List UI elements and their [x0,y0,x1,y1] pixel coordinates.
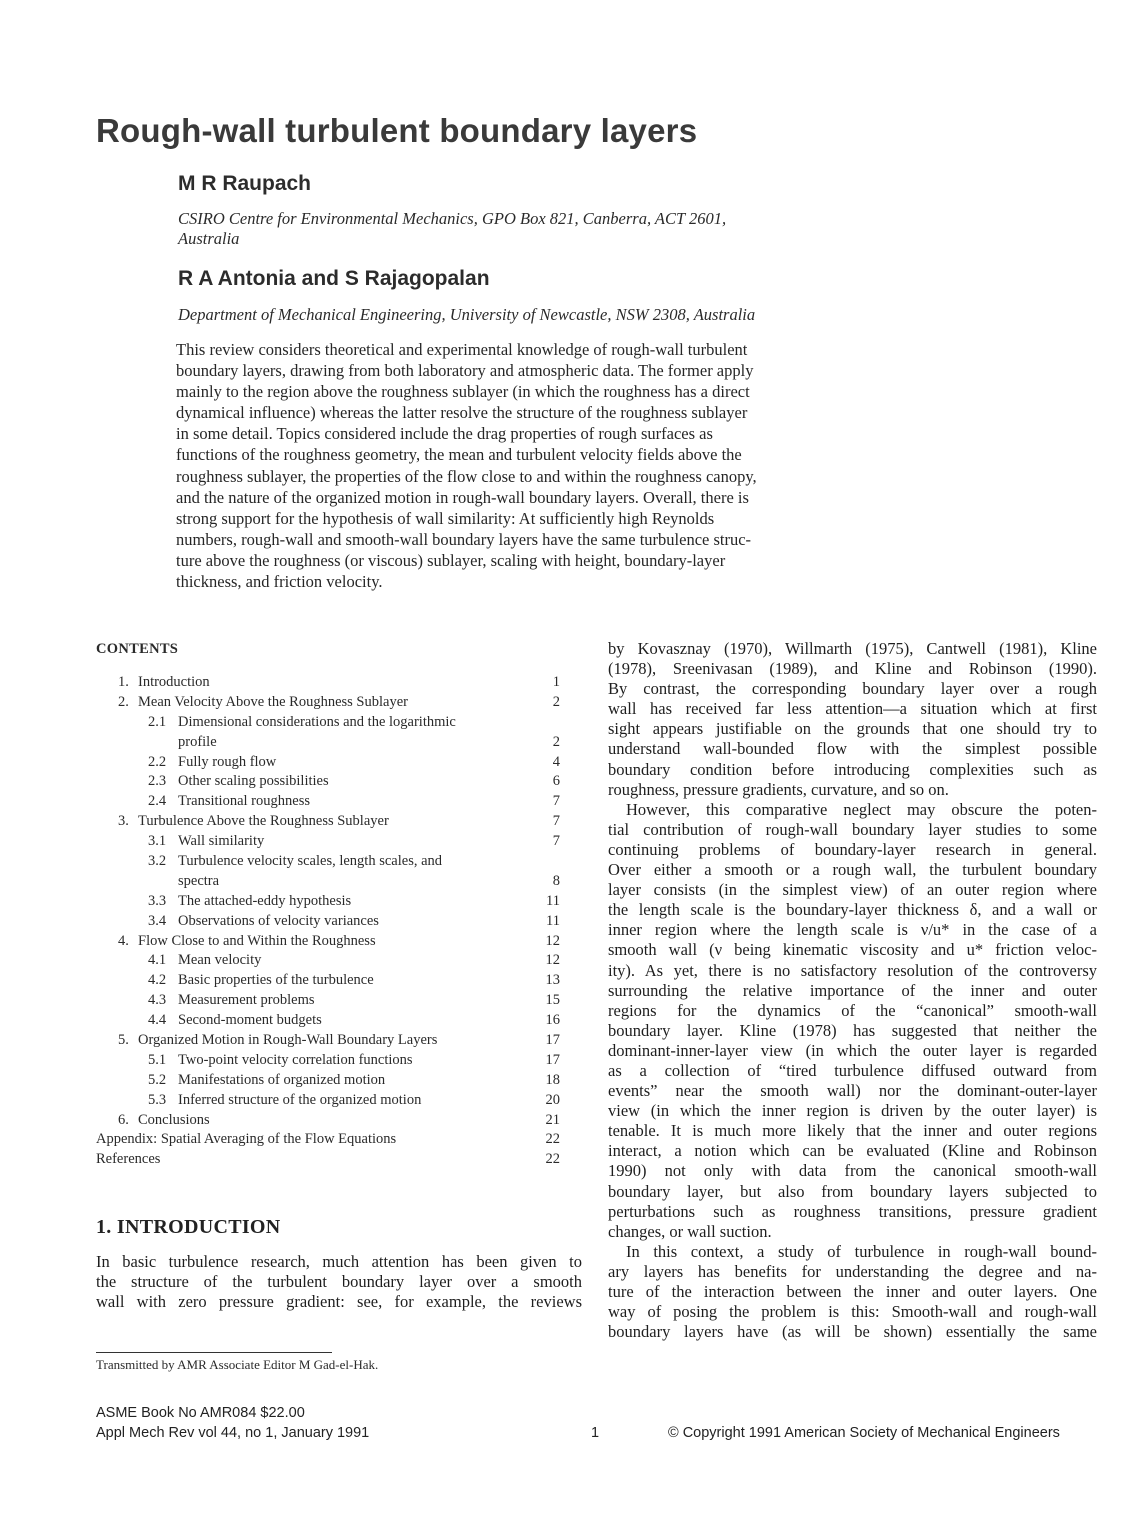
table-of-contents [96,673,560,1170]
toc-entry-number: 5. [118,1032,129,1049]
body-line: events” near the smooth wall) nor the dominant-outer-layer [608,1081,1097,1101]
body-line: However, this comparative neglect may obscure the poten- [626,799,1097,819]
toc-entry-page: 1 [552,674,560,690]
toc-entry-label: Mean velocity [178,952,262,969]
toc-entry-label: Manifestations of organized motion [178,1071,386,1088]
toc-entry[interactable] [96,772,560,792]
toc-entry[interactable] [96,892,560,912]
toc-entry-number: 3.4 [148,912,167,929]
abstract-line: functions of the roughness geometry, the mean and turbulent velocity fields above the [176,445,742,465]
toc-entry-page: 22 [545,1151,560,1168]
toc-entry-label: Transitional roughness [178,793,310,810]
body-line: boundary condition before introducing complexities such as [608,759,1097,779]
body-line: changes, or wall suction. [608,1221,772,1241]
body-line: by Kovasznay (1970), Willmarth (1975), Cantwell (1981), Kline [608,639,1097,658]
body-line: boundary layer, but also from boundary layers subjected to [608,1181,1097,1201]
toc-entry-page: 17 [545,1051,560,1068]
toc-entry-label: Conclusions [138,1111,210,1128]
abstract-line: mainly to the region above the roughness sublayer (in which the roughness has a direct [176,382,750,402]
toc-entry[interactable] [96,1130,560,1150]
footer-book-number: ASME Book No AMR084 $22.00 [96,1405,305,1421]
toc-entry-number: 4.2 [148,972,167,989]
abstract-line: and the nature of the organized motion in rough-wall boundary layers. Overall, there is [176,487,749,507]
toc-entry-label: Inferred structure of the organized motion [178,1091,422,1108]
abstract-line: in some detail. Topics considered include the drag properties of rough surfaces as [176,424,713,444]
body-line: the structure of the turbulent boundary layer over a smooth [96,1272,582,1292]
toc-entry-number: 2.3 [148,773,167,790]
toc-entry[interactable] [96,832,560,852]
toc-entry[interactable] [96,693,560,713]
body-line: way of posing the problem is this: Smooth-wall and rough-wall [608,1302,1097,1322]
toc-entry-label: Wall similarity [178,833,265,850]
toc-entry[interactable] [96,1150,560,1170]
paper-title: Rough-wall turbulent boundary layers [96,112,698,149]
body-line: ity). As yet, there is no satisfactory resolution of the controversy [608,960,1097,980]
body-line: continuing problems of boundary-layer research in general. [608,839,1097,859]
toc-entry-label: profile [178,733,217,750]
toc-entry-number: 2.1 [148,713,167,730]
body-line: roughness, pressure gradients, curvature, and so on. [608,779,949,799]
toc-entry-page: 16 [545,1012,560,1029]
footer-journal-citation: Appl Mech Rev vol 44, no 1, January 1991 [96,1425,370,1441]
introduction-left-column [96,1252,582,1312]
toc-entry-number: 5.1 [148,1051,167,1068]
body-line: boundary layers have (as will be shown) essentially the same [608,1322,1097,1342]
body-line: tial contribution of rough-wall boundary layer studies to some [608,819,1097,839]
author-raupach: M R Raupach [178,172,312,195]
toc-entry-label: Introduction [138,674,210,690]
toc-entry-label: Organized Motion in Rough-Wall Boundary Layers [138,1032,438,1049]
abstract-line: numbers, rough-wall and smooth-wall boundary layers have the same turbulence struc- [176,529,752,549]
abstract-line: ture above the roughness (or viscous) sublayer, scaling with height, boundary-layer [176,550,726,570]
body-line: the length scale is the boundary-layer thickness δ, and a wall or [608,900,1097,920]
affiliation-line: Department of Mechanical Engineering, University of Newcastle, NSW 2308, Australia [178,305,756,324]
toc-entry-label: Two-point velocity correlation functions [178,1051,413,1068]
affiliation-csiro [178,209,898,249]
affiliation-line: Australia [178,229,240,248]
toc-entry[interactable] [96,852,560,872]
body-line: (1978), Sreenivasan (1989), and Kline and Robinson (1990). [608,659,1097,679]
body-line: regions for the dynamics of the “canonical” smooth-wall [608,1000,1097,1020]
toc-entry-label: Other scaling possibilities [178,773,329,790]
toc-entry-number: 3.1 [148,833,167,850]
toc-entry[interactable] [96,1011,560,1031]
page-number: 1 [591,1425,600,1441]
toc-entry-number: 4.1 [148,952,167,969]
body-line: boundary layer. Kline (1978) has suggested that neither the [608,1020,1097,1040]
toc-entry-label: References [96,1151,161,1168]
abstract-line: strong support for the hypothesis of wall similarity: At sufficiently high Reynolds [176,508,715,528]
toc-entry-label: Appendix: Spatial Averaging of the Flow Equations [96,1131,397,1148]
body-line: smooth wall (ν being kinematic viscosity and u* friction veloc- [608,940,1097,960]
toc-entry[interactable] [96,1051,560,1071]
contents-heading: CONTENTS [96,641,179,657]
toc-entry-label: Observations of velocity variances [178,912,379,929]
toc-entry-page: 17 [545,1032,560,1049]
toc-entry-number: 2.2 [148,753,167,770]
section-heading-introduction: 1. INTRODUCTION [96,1216,281,1238]
toc-entry-number: 4.4 [148,1012,167,1029]
footnote-divider [96,1352,332,1353]
body-line: wall with zero pressure gradient: see, for example, the reviews [96,1292,582,1312]
toc-entry[interactable] [96,1031,560,1051]
toc-entry-label: Dimensional considerations and the logarithmic [178,713,456,730]
toc-entry-page: 15 [545,992,560,1009]
toc-entry-number: 3. [118,813,129,830]
toc-entry-page: 8 [552,872,560,889]
affiliation-line: CSIRO Centre for Environmental Mechanics, GPO Box 821, Canberra, ACT 2601, [178,209,727,228]
body-line: sight appears justifiable on the grounds that one should try to [608,719,1097,739]
footnote: Transmitted by AMR Associate Editor M Gad-el-Hak. [96,1357,379,1372]
body-line: In this context, a study of turbulence in rough-wall bound- [626,1241,1097,1261]
toc-entry-page: 20 [545,1091,560,1108]
toc-entry-label: Measurement problems [178,992,315,1009]
body-line: wall has received far less attention—a situation which at first [608,699,1097,719]
body-line: Over either a smooth or a rough wall, the turbulent boundary [608,860,1097,880]
body-line: as a collection of “tired turbulence diffused outward from [608,1060,1097,1080]
body-line: By contrast, the corresponding boundary layer over a rough [608,679,1097,699]
toc-entry-page: 11 [546,892,560,909]
footer-copyright: © Copyright 1991 American Society of Mechanical Engineers [668,1425,1060,1441]
toc-entry-label: Basic properties of the turbulence [178,972,374,989]
abstract-line: thickness, and friction velocity. [176,572,383,592]
toc-entry-label: Flow Close to and Within the Roughness [138,932,376,949]
body-line: tenable. It is much more likely that the inner and outer regions [608,1121,1097,1141]
toc-entry-page: 11 [546,912,560,929]
toc-entry-page: 12 [545,932,560,949]
toc-entry-number: 5.3 [148,1091,167,1108]
toc-entry-label: Turbulence velocity scales, length scales, and [178,853,443,870]
toc-entry[interactable] [96,991,560,1011]
toc-entry-label: Turbulence Above the Roughness Sublayer [138,813,389,830]
toc-entry-label: The attached-eddy hypothesis [178,892,352,909]
body-line: In basic turbulence research, much attention has been given to [96,1252,582,1271]
toc-entry-label: Mean Velocity Above the Roughness Sublayer [138,693,408,710]
toc-entry-number: 4. [118,932,129,949]
toc-entry-label: Fully rough flow [178,753,277,770]
toc-entry[interactable] [96,733,560,753]
toc-entry-number: 3.2 [148,853,167,870]
toc-entry[interactable] [96,713,560,733]
toc-entry[interactable] [96,1111,560,1131]
toc-entry-page: 2 [552,733,560,750]
abstract-line: boundary layers, drawing from both laboratory and atmospheric data. The former apply [176,361,754,381]
toc-entry[interactable] [96,951,560,971]
toc-entry-page: 21 [545,1111,560,1128]
toc-entry[interactable] [96,971,560,991]
body-line: view (in which the inner region is driven by the outer layer) is [608,1101,1097,1121]
toc-entry[interactable] [96,812,560,832]
toc-entry-page: 4 [552,753,560,770]
toc-entry-number: 3.3 [148,892,167,909]
abstract-line: This review considers theoretical and experimental knowledge of rough-wall turbulent [176,340,748,359]
body-line: inner region where the length scale is ν/u* in the case of a [608,920,1097,940]
toc-entry[interactable] [96,753,560,773]
toc-entry-number: 5.2 [148,1071,167,1088]
toc-entry-page: 2 [552,693,560,710]
body-line: interact, a notion which can be evaluated (Kline and Robinson [608,1141,1097,1161]
toc-entry-label: spectra [178,872,220,889]
toc-entry-page: 7 [552,833,560,850]
toc-entry-number: 6. [118,1111,129,1128]
abstract [176,339,888,592]
toc-entry-page: 6 [552,773,560,790]
toc-entry-page: 13 [545,972,560,989]
toc-entry-page: 22 [545,1131,560,1148]
toc-entry[interactable] [96,1071,560,1091]
body-line: ary layers has benefits for understanding the degree and na- [608,1261,1097,1281]
toc-entry[interactable] [96,673,560,693]
author-antonia-rajagopalan: R A Antonia and S Rajagopalan [178,267,490,290]
body-line: surrounding the relative importance of the inner and outer [608,980,1097,1000]
affiliation-newcastle [178,305,898,325]
body-line: perturbations such as roughness transitions, pressure gradient [608,1201,1097,1221]
introduction-right-column [608,639,1097,1342]
toc-entry[interactable] [96,872,560,892]
toc-entry-page: 18 [545,1071,560,1088]
toc-entry[interactable] [96,912,560,932]
toc-entry[interactable] [96,932,560,952]
toc-entry-label: Second-moment budgets [178,1012,322,1029]
toc-entry-number: 2. [118,693,129,710]
toc-entry-page: 12 [545,952,560,969]
toc-entry[interactable] [96,1091,560,1111]
toc-entry-number: 4.3 [148,992,167,1009]
toc-entry-page: 7 [552,813,560,830]
body-line: layer consists (in the simplest view) of an outer region where [608,880,1097,900]
body-line: ture of the interaction between the inner and outer layers. One [608,1282,1097,1301]
toc-entry[interactable] [96,792,560,812]
body-line: understand wall-bounded flow with the simplest possible [608,739,1097,759]
toc-entry-number: 2.4 [148,793,167,810]
abstract-line: dynamical influence) whereas the latter resolve the structure of the roughness sublayer [176,403,748,423]
body-line: dominant-inner-layer view (in which the outer layer is regarded [608,1040,1097,1060]
abstract-line: roughness sublayer, the properties of the flow close to and within the roughness canopy, [176,466,757,486]
toc-entry-page: 7 [552,793,560,810]
body-line: 1990) not only with data from the canonical smooth-wall [608,1161,1097,1181]
toc-entry-number: 1. [118,674,129,690]
